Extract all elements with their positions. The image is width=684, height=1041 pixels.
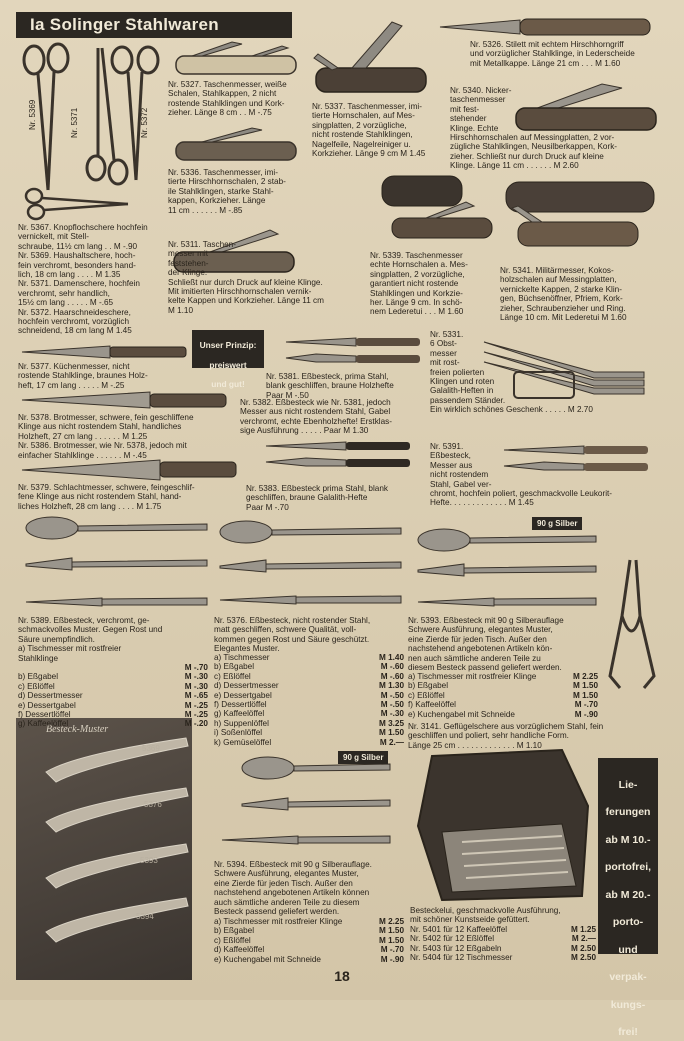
text-5337 (312, 102, 446, 158)
item-price: M -.70 (574, 700, 598, 710)
text-line: zieher. Schließt nur durch Druck auf kleine (450, 151, 604, 161)
list-5393 (408, 672, 598, 719)
text-besteckelui (410, 906, 596, 925)
pocket-knife-5327 (172, 40, 302, 80)
item-label: a) Tischmesser (214, 653, 270, 662)
text-line: freien polierten (430, 367, 485, 377)
text-line: nicht rostende Stahlklingen, (312, 130, 413, 140)
text-line: geschliffen, braune Galalith-Hefte (246, 493, 368, 503)
text-line: verpak- (609, 971, 647, 983)
photo-label-5369: 5369 (142, 744, 160, 753)
text-5339 (370, 251, 500, 317)
text-5336 (168, 168, 308, 215)
text-line: Nr. 5381. Eßbesteck, prima Stahl, (266, 372, 389, 381)
text-line: Lie- (618, 778, 638, 791)
text-line: rostende Stahlklinge, braunes Holz- (18, 371, 148, 381)
item-label: g) Kaffeelöffel (214, 709, 265, 719)
text-line: porto- (612, 916, 644, 928)
text-line: Unser Prinzip: (199, 340, 257, 351)
text-line: tierte Hornschalen, auf Mes- (312, 111, 415, 121)
item-label: c) Eßlöffel (18, 681, 55, 691)
text-line: einfacher Stahlklinge . . . . . . M -.45 (18, 450, 147, 460)
text-line: Nr. 5327. Taschenmesser, weiße (168, 80, 287, 89)
text-line: mit schöner Kunstseide gefüttert. (410, 915, 530, 925)
item-label: f) Dessertlöffel (18, 710, 71, 720)
text-line: Nr. 5341. Militärmesser, Kokos- (500, 266, 614, 275)
item-price: M 1.50 (572, 681, 598, 691)
item-price: M -.25 (184, 710, 208, 720)
text-line: Nr. 5376. Eßbesteck, nicht rostender Stahl, (214, 616, 371, 625)
text-line: singplatten, 2 vorzügliche, (370, 269, 465, 279)
price-row (214, 728, 404, 737)
text-line: Nr. 5389. Eßbesteck, verchromt, ge- (18, 616, 150, 625)
text-line: der Klinge. (168, 268, 208, 278)
price-row (214, 738, 404, 747)
price-row (214, 662, 404, 671)
text-5394 (214, 860, 404, 916)
prinzip-box (192, 330, 264, 390)
item-price: M -.70 (184, 663, 208, 672)
price-row (214, 936, 404, 945)
kitchen-knife-5377 (20, 344, 190, 360)
list-5376 (214, 653, 404, 747)
text-3141 (408, 722, 660, 750)
text-5376 (214, 616, 404, 654)
text-line: heft, 17 cm lang . . . . . M -.25 (18, 380, 125, 390)
buttonhole-scissors-illustration (22, 186, 132, 222)
text-line: Hirschhornschalen auf Messingplatten, 2 vor- (450, 133, 615, 143)
text-line: Korkzieher. Länge 9 cm M 1.45 (312, 149, 426, 159)
text-line: Nr. 5394. Eßbesteck mit 90 g Silberauflage. (214, 860, 372, 869)
text-line: Holzheft, 27 cm lang . . . . . . M 1.25 (18, 431, 148, 441)
price-row (410, 944, 596, 953)
item-price: M 1.30 (378, 681, 404, 691)
pocket-knife-5337 (312, 18, 432, 98)
item-price: M -.65 (184, 691, 208, 701)
text-line: Schwere Ausführung, elegantes Muster, (214, 869, 359, 879)
price-row (214, 955, 404, 964)
text-line: Klingen und roten (430, 377, 495, 387)
text-line: frei! (618, 1026, 638, 1038)
text-line: Messer aus nicht rostendem Stahl, Gabel (240, 407, 391, 417)
page-title: Ia Solinger Stahlwaren (16, 12, 292, 38)
item-label: i) Soßenlöffel (214, 728, 263, 738)
price-row (214, 672, 404, 681)
text-line: diesem Besteck passend geliefert werden. (408, 663, 562, 673)
text-line: zieher, Schraubenzieher und Ring. (500, 303, 626, 313)
item-price: M -.25 (184, 700, 208, 710)
label-5371: Nr. 5371 (70, 107, 79, 138)
item-price: M -.50 (380, 690, 404, 700)
text-5381 (266, 372, 424, 400)
text-line: Nr. 5378. Brotmesser, schwere, fein geschliffene (18, 413, 194, 422)
item-price: M -.30 (380, 709, 404, 719)
text-line: kelte Kappen und Korkzieher. Länge 11 cm (168, 296, 324, 306)
text-line: ile Stahlklingen, starke Stahl- (168, 186, 274, 196)
text-line: Nr. 5311. Taschen- (168, 240, 236, 249)
item-price: M -.60 (380, 662, 404, 672)
item-price: M 1.40 (378, 653, 404, 662)
price-row (18, 701, 208, 710)
item-price: M 2.25 (378, 917, 404, 926)
text-line: feststehen- (168, 258, 209, 268)
text-line: portofrei, (604, 861, 652, 873)
text-line: 15½ cm lang . . . . . M -.65 (18, 298, 114, 308)
poultry-shears-3141 (600, 556, 666, 696)
item-label: h) Suppenlöffel (214, 718, 269, 728)
item-price: M 3.25 (378, 718, 404, 728)
text-line: Elegantes Muster. (214, 644, 280, 654)
cutlery-5394 (218, 752, 394, 852)
text-line: Besteckelui, geschmackvolle Ausführung, (410, 906, 561, 915)
text-line: Klinge. Echte (450, 123, 499, 133)
item-label: c) Eßlöffel (214, 671, 251, 681)
text-line: nen auch sämtliche anderen Teile zu (408, 653, 541, 663)
text-line: 11 cm . . . . . . M -.85 (168, 205, 243, 215)
text-line: stehender (450, 114, 487, 124)
text-line: nachstehend angebotenen Artikeln können (214, 888, 370, 898)
text-5382 (240, 398, 426, 436)
text-line: Paar M -.70 (246, 502, 289, 512)
item-price: M -.50 (380, 700, 404, 710)
text-line: Galalith-Heften in (430, 386, 494, 396)
text-line: garantiert nicht rostende (370, 279, 459, 289)
text-line: nem Lederetui . . . M 1.60 (370, 307, 464, 317)
text-line: Nr. 3141. Geflügelschere aus vorzüglichem Stahl, fein (408, 722, 604, 731)
text-line: ab M 20.- (605, 888, 651, 901)
label-5372: Nr. 5372 (140, 107, 149, 138)
text-line: Messer aus (430, 460, 473, 470)
list-5394 (214, 917, 404, 964)
text-line: Paar M -.50 (266, 390, 309, 400)
text-line: taschenmesser (450, 95, 506, 105)
page-number: 18 (334, 968, 350, 984)
text-line: geschliffen und poliert, sehr handliche Form. (408, 731, 569, 741)
price-row (18, 710, 208, 719)
price-row (214, 945, 404, 954)
item-label: b) Eßgabel (214, 926, 255, 936)
text-line: fene Klinge aus nicht rostendem Stahl, hand- (18, 492, 182, 502)
text-line: Nr. 5383. Eßbesteck prima Stahl, blank (246, 484, 388, 493)
price-row (18, 663, 208, 672)
cutlery-case-illustration (412, 746, 592, 906)
table-set-5382 (256, 438, 416, 474)
text-line: mit fest- (450, 104, 480, 114)
text-line: Nr. 5336. Taschenmesser, imi- (168, 168, 278, 177)
pocket-knife-5336 (172, 126, 302, 166)
delivery-box (598, 758, 658, 1038)
text-line: 6 Obst- (430, 339, 457, 349)
text-line: Nr. 5337. Taschenmesser, imi- (312, 102, 422, 111)
price-row (214, 709, 404, 718)
item-price: M 1.25 (570, 925, 596, 934)
item-price: M 1.50 (572, 690, 598, 700)
text-line: Nr. 5371. Damenschere, hochfein (18, 279, 140, 289)
text-line: sige Ausführung . . . . . Paar M 1.30 (240, 426, 369, 436)
item-label: Nr. 5402 für 12 Eßlöffel (410, 934, 495, 944)
photo-label-5393: 5393 (140, 856, 158, 865)
text-5326 (470, 40, 660, 68)
text-5389 (18, 616, 208, 663)
text-line: Schließt nur durch Druck auf kleine Klinge. (168, 277, 323, 287)
text-line: schneidend, 18 cm lang M 1.45 (18, 326, 132, 336)
price-row (18, 682, 208, 691)
item-price: M -.20 (184, 719, 208, 729)
item-label: Nr. 5403 für 12 Eßgabeln (410, 943, 502, 953)
photo-caption: Besteck-Muster (46, 724, 109, 735)
item-label: b) Eßgabel (18, 672, 59, 682)
item-label: k) Gemüselöffel (214, 737, 272, 747)
text-line: auch sämtliche anderen Teile zu diesem (214, 897, 360, 907)
price-row (410, 934, 596, 943)
text-line: blank geschliffen, braune Holzhefte (266, 381, 394, 391)
item-price: M 1.50 (378, 926, 404, 936)
text-line: singplatten, 2 vorzügliche, (312, 120, 407, 130)
text-5383 (246, 484, 426, 512)
photo-label-5376: 5376 (144, 800, 162, 809)
text-line: Nr. 5379. Schlachtmesser, schwere, feingeschlif- (18, 483, 195, 492)
item-price: M 2.25 (572, 672, 598, 681)
price-row (408, 710, 598, 719)
list-5389 (18, 663, 208, 729)
butcher-knife-5379 (20, 458, 240, 482)
text-5311 (168, 240, 364, 315)
text-line: Nr. 5331. (430, 330, 464, 339)
table-set-5381 (276, 334, 426, 368)
text-line: Nr. 5393. Eßbesteck mit 90 g Silberauflage (408, 616, 564, 625)
text-line: echte Hornschalen a. Mes- (370, 260, 468, 270)
text-line: zieher. Länge 8 cm . . M -.75 (168, 108, 272, 118)
item-price: M 2.— (379, 737, 404, 747)
text-5327 (168, 80, 308, 118)
text-line: matt geschliffen, schwere Qualität, voll- (214, 625, 357, 635)
text-line: Länge 25 cm . . . . . . . . . . . . . M 1.10 (408, 740, 542, 750)
item-price: M 2.50 (570, 943, 596, 953)
text-line: und (618, 943, 638, 956)
text-line: Stahlklinge (18, 653, 59, 663)
text-line: verchromt, sehr handlich, (18, 288, 110, 298)
cutlery-5389 (22, 514, 212, 614)
text-line: ferungen (605, 806, 651, 818)
military-knife-5341 (502, 178, 658, 258)
text-line: Nr. 5382. Eßbesteck wie Nr. 5381, jedoch (240, 398, 391, 407)
text-line: Nr. 5367. Knopflochschere hochfein vernickelt, mit Stell- (18, 223, 148, 242)
text-line: Klinge. Länge 11 cm . . . . . . M 2.60 (450, 161, 579, 171)
item-label: e) Dessertgabel (214, 690, 272, 700)
item-label: d) Kaffeelöffel (214, 945, 265, 955)
bread-knife-5378 (20, 390, 230, 412)
text-line: Besteck passend geliefert werden. (214, 907, 340, 917)
label-5369: Nr. 5369 (28, 99, 37, 130)
pocket-knife-5339 (376, 172, 500, 252)
text-line: schraube, 11½ cm lang . . M -.90 (18, 241, 138, 251)
price-row (214, 926, 404, 935)
item-label: b) Eßgabel (408, 681, 449, 691)
price-row (410, 953, 596, 962)
text-line: Nr. 5326. Stilett mit echtem Hirschhorngriff (470, 40, 624, 49)
price-row (410, 925, 596, 934)
item-price: M -.60 (380, 671, 404, 681)
text-line: eine Zierde für jeden Tisch. Außer den (408, 634, 547, 644)
text-line: fein verchromt, besonders hand- (18, 260, 136, 270)
text-line: ab M 10.- (605, 833, 651, 846)
text-line: nicht rostendem (430, 470, 489, 480)
text-line: Nr. 5339. Taschenmesser (370, 251, 463, 260)
item-price: M 1.50 (378, 935, 404, 945)
silver-badge-2: 90 g Silber (338, 751, 388, 764)
text-5341 (500, 266, 660, 322)
text-line: eine Zierde für jeden Tisch. Außer den (214, 878, 353, 888)
text-line: Stahlklingen und Korkzie- (370, 288, 463, 298)
stiletto-5326 (430, 14, 660, 40)
text-line: vernickelte Kappen, 2 starke Klin- (500, 284, 622, 294)
price-row (214, 700, 404, 709)
text-line: Schalen, Stahlkappen, 2 nicht (168, 89, 277, 99)
item-label: d) Dessertmesser (18, 691, 83, 701)
text-line: M 1.10 (168, 305, 194, 315)
item-label: Nr. 5401 für 12 Kaffeelöffel (410, 925, 508, 934)
item-label: e) Kuchengabel mit Schneide (214, 954, 321, 964)
text-line: kappen, Korkzieher. Länge (168, 196, 266, 206)
text-line: kungs- (610, 998, 646, 1011)
text-5377 (18, 362, 188, 390)
price-row (214, 691, 404, 700)
text-line: Nr. 5386. Brotmesser, wie Nr. 5378, jedoch mit (18, 441, 187, 451)
text-line: Mit imitierten Hirschhornschalen vernik- (168, 287, 312, 297)
cutlery-5376 (216, 518, 406, 612)
item-label: c) Eßlöffel (408, 690, 445, 700)
text-line: Nr. 5369. Haushaltschere, hoch- (18, 251, 136, 261)
silver-badge-1: 90 g Silber (532, 517, 582, 530)
item-label: e) Dessertgabel (18, 700, 76, 710)
text-line: preiswert (209, 359, 247, 370)
text-line: nachstehend angebotenen Artikeln kön- (408, 644, 553, 654)
text-line: verchromt, echte Ebenholzhefte! Erstklas- (240, 416, 392, 426)
item-price: M -.90 (574, 709, 598, 719)
item-label: a) Tischmesser mit rostfreier Klinge (214, 917, 343, 926)
item-price: M -.90 (380, 954, 404, 964)
text-line: liches Holzheft, 28 cm lang . . . . M 1.75 (18, 501, 162, 511)
text-5378 (18, 413, 232, 460)
text-line: Stahl, Gabel ver- (430, 479, 492, 489)
price-row (214, 653, 404, 662)
text-5367 (18, 223, 168, 336)
text-line: Klinge aus nicht rostendem Stahl, handliches (18, 422, 182, 432)
text-line: lich, 18 cm lang . . . . M 1.35 (18, 270, 121, 280)
text-line: chromt, hochfein poliert, geschmackvolle Leukorit- (430, 489, 613, 499)
item-price: M 2.— (571, 934, 596, 944)
item-label: c) Eßlöffel (214, 935, 251, 945)
price-row (214, 681, 404, 690)
text-line: Eßbesteck, (430, 451, 471, 461)
item-label: g) Kaffeelöffel (18, 719, 69, 729)
item-price: M -.30 (184, 672, 208, 682)
text-line: messer mit (168, 249, 209, 259)
text-line: Nr. 5340. Nicker- (450, 86, 512, 95)
item-price: M -.30 (184, 681, 208, 691)
text-line: Säure unempfindlich. (18, 634, 95, 644)
item-label: f) Kaffeelöffel (408, 700, 456, 710)
price-row (408, 672, 598, 681)
price-row (408, 691, 598, 700)
item-label: a) Tischmesser mit rostfreier Klinge (408, 672, 537, 681)
text-line: Nr. 5391. (430, 442, 464, 451)
item-label: Nr. 5404 für 12 Tischmesser (410, 953, 513, 963)
text-line: und vorzüglicher Stahlklinge, in Lederscheide (470, 49, 635, 59)
text-line: holzschalen auf Messingplatten, (500, 275, 617, 285)
item-label: d) Dessertmesser (214, 681, 279, 691)
cutlery-pattern-photo (16, 718, 192, 980)
item-price: M -.70 (380, 945, 404, 955)
price-row (18, 719, 208, 728)
text-line: kommen gegen Rost und Säure geschützt. (214, 634, 370, 644)
price-row (18, 672, 208, 681)
text-line: Nagelfeile, Nagelreiniger u. (312, 139, 411, 149)
text-line: tierte Hirschhornschalen, 2 stab- (168, 177, 286, 187)
text-line: rostende Stahlklingen und Kork- (168, 98, 285, 108)
text-5391 (430, 442, 656, 508)
item-price: M 2.50 (570, 953, 596, 963)
text-5331 (430, 330, 656, 415)
text-line: zügliche Stahlklingen, Neusilberkappen, Kork- (450, 142, 618, 152)
text-line: schmackvolles Muster. Gegen Rost und (18, 625, 163, 635)
text-line: mit Metallkappe. Länge 21 cm . . . M 1.60 (470, 58, 621, 68)
text-line: und gut! (211, 379, 245, 390)
text-line: a) Tischmesser mit rostfreier (18, 644, 122, 654)
price-row (408, 700, 598, 709)
price-row (214, 719, 404, 728)
text-line: passendem Ständer. (430, 395, 506, 405)
text-5379 (18, 483, 234, 511)
text-5340 (450, 86, 658, 171)
list-besteckelui (410, 925, 596, 963)
text-line: hochfein verchromt, vorzüglich (18, 317, 130, 327)
text-line: mit rost- (430, 358, 460, 368)
text-line: gen, Büchsenöffner, Pfriem, Kork- (500, 294, 623, 304)
text-5393 (408, 616, 598, 672)
cutlery-5393 (414, 526, 600, 614)
item-label: e) Kuchengabel mit Schneide (408, 709, 515, 719)
text-line: Nr. 5372. Haarschneideschere, (18, 307, 131, 317)
price-row (408, 681, 598, 690)
item-label: f) Dessertlöffel (214, 700, 267, 710)
text-line: Hefte. . . . . . . . . . . . . M 1.45 (430, 498, 534, 508)
text-line: Schwere Ausführung, elegantes Muster, (408, 625, 553, 635)
item-price: M 1.50 (378, 728, 404, 738)
text-line: Nr. 5377. Küchenmesser, nicht (18, 362, 130, 371)
photo-label-5394: 5394 (136, 912, 154, 921)
text-line: Ein wirklich schönes Geschenk . . . . . M 2.70 (430, 405, 593, 415)
price-row (18, 691, 208, 700)
text-line: her. Länge 9 cm. In schö- (370, 298, 463, 308)
text-line: Länge 10 cm. Mit Lederetui M 1.60 (500, 313, 627, 323)
price-row (214, 917, 404, 926)
item-label: b) Eßgabel (214, 662, 255, 672)
text-line: messer (430, 348, 457, 358)
